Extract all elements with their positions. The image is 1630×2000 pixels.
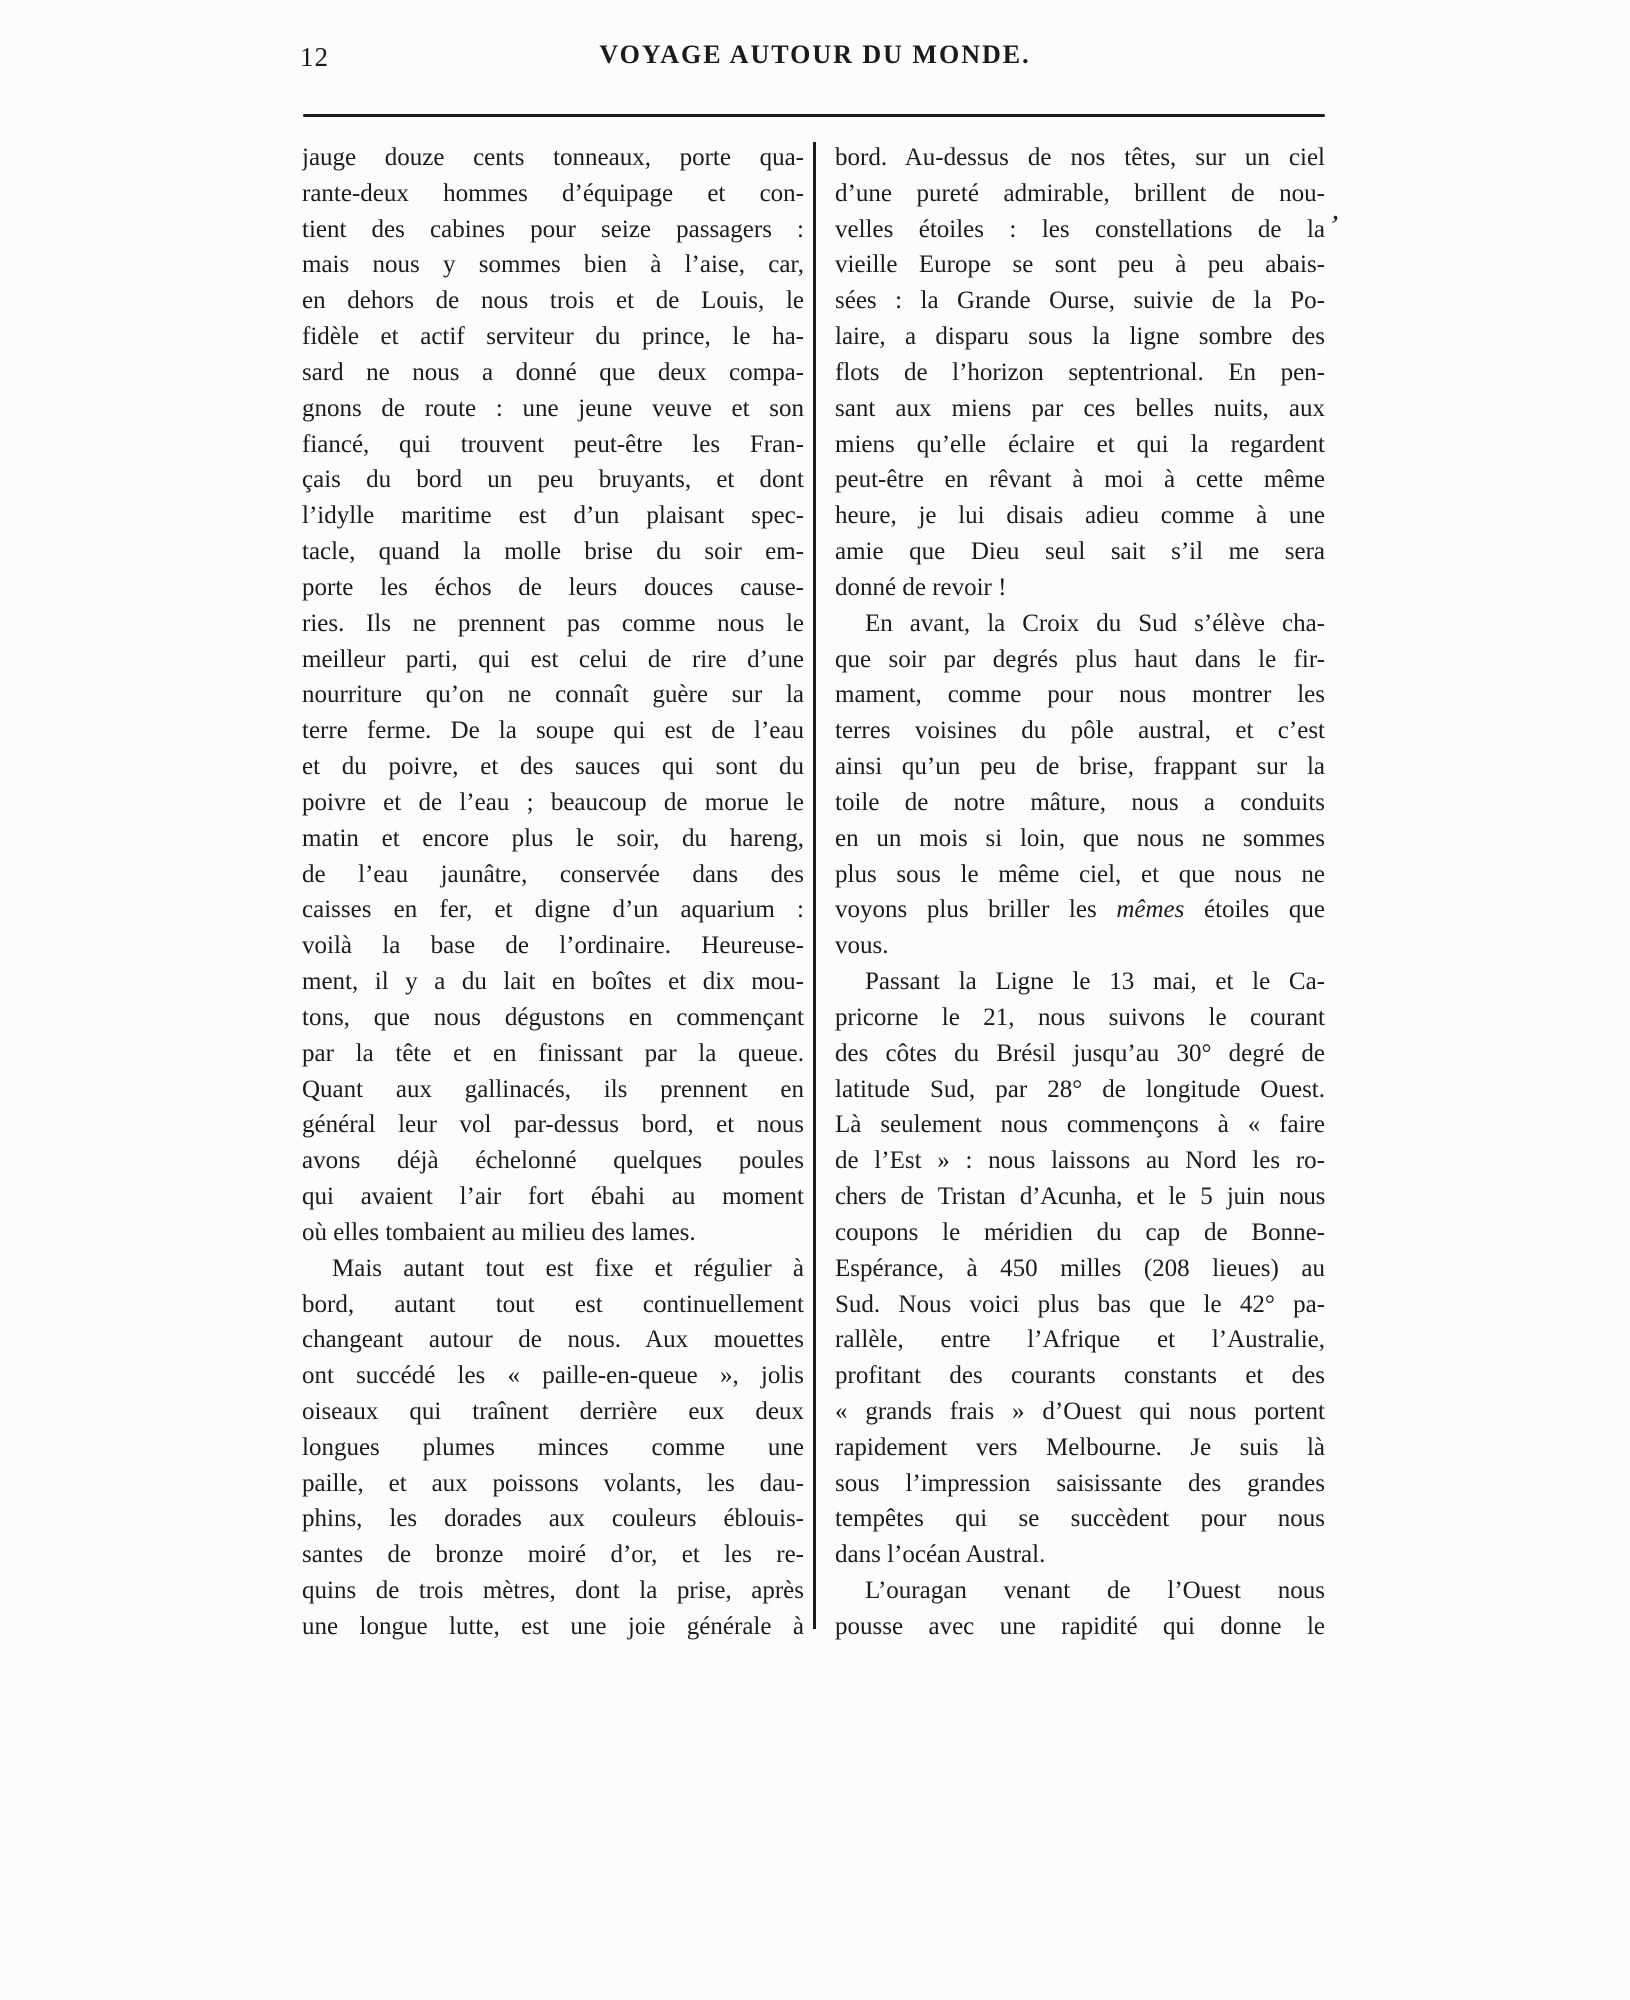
- text-line: meilleur parti, qui est celui de rire d’une: [302, 645, 804, 673]
- text-line: où elles tombaient au milieu des lames.: [302, 1218, 696, 1246]
- text-line: nourriture qu’on ne connaît guère sur la: [302, 681, 804, 709]
- text-line: velles étoiles : les constellations de la: [835, 215, 1325, 243]
- text-line: donné de revoir !: [835, 573, 1007, 601]
- page-number: 12: [300, 42, 329, 72]
- text-line: « grands frais » d’Ouest qui nous portent: [835, 1397, 1325, 1425]
- text-line: vous.: [835, 932, 889, 960]
- text-line: santes de bronze moiré d’or, et les re-: [302, 1541, 804, 1569]
- text-line: jauge douze cents tonneaux, porte qua-: [302, 144, 804, 171]
- text-line: voilà la base de l’ordinaire. Heureuse-: [302, 932, 804, 960]
- text-line: en dehors de nous trois et de Louis, le: [302, 287, 804, 315]
- text-line: mament, comme pour nous montrer les: [835, 681, 1325, 709]
- text-line: changeant autour de nous. Aux mouettes: [302, 1326, 804, 1354]
- text-line: mais nous y sommes bien à l’aise, car,: [302, 251, 804, 279]
- text-line: Quant aux gallinacés, ils prennent en: [302, 1075, 804, 1103]
- text-line: oiseaux qui traînent derrière eux deux: [302, 1397, 804, 1425]
- text-line: tacle, quand la molle brise du soir em-: [302, 538, 804, 566]
- text-line: général leur vol par-dessus bord, et nous: [302, 1111, 804, 1139]
- text-line: porte les échos de leurs douces cause-: [302, 573, 804, 601]
- column-divider: [813, 142, 816, 1629]
- text-line: fiancé, qui trouvent peut-être les Fran-: [302, 430, 804, 458]
- text-line: longues plumes minces comme une: [302, 1433, 804, 1461]
- text-line: par la tête et en finissant par la queue.: [302, 1039, 804, 1067]
- text-line: tempêtes qui se succèdent pour nous: [835, 1505, 1325, 1533]
- text-line: pricorne le 21, nous suivons le courant: [835, 1003, 1325, 1031]
- text-line: Espérance, à 450 milles (208 lieues) au: [835, 1254, 1325, 1282]
- text-line: quins de trois mètres, dont la prise, après: [302, 1577, 804, 1605]
- text-line: matin et encore plus le soir, du hareng,: [302, 824, 804, 852]
- text-line: tient des cabines pour seize passagers :: [302, 215, 804, 243]
- text-line: profitant des courants constants et des: [835, 1362, 1325, 1390]
- text-line: d’une pureté admirable, brillent de nou-: [835, 179, 1325, 207]
- running-title: VOYAGE AUTOUR DU MONDE.: [599, 40, 1031, 69]
- text-line: peut-être en rêvant à moi à cette même: [835, 466, 1325, 494]
- text-line: sées : la Grande Ourse, suivie de la Po-: [835, 287, 1325, 315]
- text-line: ment, il y a du lait en boîtes et dix mou-: [302, 968, 804, 996]
- text-line: phins, les dorades aux couleurs éblouis-: [302, 1505, 804, 1533]
- text-line: latitude Sud, par 28° de longitude Ouest.: [835, 1075, 1325, 1103]
- text-line: vieille Europe se sont peu à peu abais-: [835, 251, 1325, 279]
- text-line: ainsi qu’un peu de brise, frappant sur la: [835, 753, 1325, 781]
- text-line: amie que Dieu seul sait s’il me sera: [835, 538, 1325, 566]
- text-line: pousse avec une rapidité qui donne le: [835, 1612, 1325, 1640]
- text-line: tons, que nous dégustons en commençant: [302, 1003, 804, 1031]
- text-line: fidèle et actif serviteur du prince, le ha-: [302, 323, 804, 351]
- text-line: miens qu’elle éclaire et qui la regardent: [835, 430, 1325, 458]
- text-line: que soir par degrés plus haut dans le fir-: [835, 645, 1325, 673]
- text-line: ries. Ils ne prennent pas comme nous le: [302, 609, 804, 637]
- text-line: en un mois si loin, que nous ne sommes: [835, 824, 1325, 852]
- text-line: poivre et de l’eau ; beaucoup de morue le: [302, 788, 804, 816]
- text-line: Sud. Nous voici plus bas que le 42° pa-: [835, 1290, 1325, 1318]
- text-line: terre ferme. De la soupe qui est de l’eau: [302, 717, 804, 745]
- text-line: L’ouragan venant de l’Ouest nous: [865, 1577, 1325, 1605]
- text-line: sard ne nous a donné que deux compa-: [302, 358, 804, 386]
- text-line: ont succédé les « paille-en-queue », jolis: [302, 1362, 804, 1390]
- text-line: çais du bord un peu bruyants, et dont: [302, 466, 804, 494]
- text-line: dans l’océan Austral.: [835, 1541, 1046, 1569]
- text-line: de l’Est » : nous laissons au Nord les ro-: [835, 1147, 1325, 1175]
- text-line: des côtes du Brésil jusqu’au 30° degré de: [835, 1039, 1325, 1067]
- text-line: et du poivre, et des sauces qui sont du: [302, 753, 804, 781]
- text-line: coupons le méridien du cap de Bonne-: [835, 1218, 1325, 1246]
- text-line: flots de l’horizon septentrional. En pen-: [835, 358, 1325, 386]
- text-line: qui avaient l’air fort ébahi au moment: [302, 1183, 804, 1211]
- text-line: rallèle, entre l’Afrique et l’Australie,: [835, 1326, 1325, 1354]
- text-line: Mais autant tout est fixe et régulier à: [332, 1254, 804, 1282]
- header-rule: [303, 114, 1325, 117]
- text-line: avons déjà échelonné quelques poules: [302, 1147, 804, 1175]
- text-line: rapidement vers Melbourne. Je suis là: [835, 1433, 1325, 1461]
- text-line: voyons plus briller les mêmes étoiles que: [835, 896, 1325, 924]
- text-line: sant aux miens par ces belles nuits, aux: [835, 394, 1325, 422]
- text-line: Là seulement nous commençons à « faire: [835, 1111, 1325, 1139]
- text-line: toile de notre mâture, nous a conduits: [835, 788, 1325, 816]
- text-line: gnons de route : une jeune veuve et son: [302, 394, 804, 422]
- text-line: chers de Tristan d’Acunha, et le 5 juin nous: [835, 1183, 1325, 1211]
- text-line: paille, et aux poissons volants, les dau-: [302, 1469, 804, 1497]
- text-line: heure, je lui disais adieu comme à une: [835, 502, 1325, 530]
- text-line: de l’eau jaunâtre, conservée dans des: [302, 860, 804, 888]
- text-line: plus sous le même ciel, et que nous ne: [835, 860, 1325, 888]
- text-line: rante-deux hommes d’équipage et con-: [302, 179, 804, 207]
- text-line: sous l’impression saisissante des grandes: [835, 1469, 1325, 1497]
- text-line: une longue lutte, est une joie générale à: [302, 1612, 804, 1640]
- left-column-text: [302, 140, 804, 1645]
- text-line: caisses en fer, et digne d’un aquarium :: [302, 896, 804, 924]
- text-line: terres voisines du pôle austral, et c’est: [835, 717, 1325, 745]
- right-column-text: [835, 140, 1325, 1645]
- text-line: bord. Au-dessus de nos têtes, sur un ciel: [835, 144, 1325, 171]
- text-line: l’idylle maritime est d’un plaisant spec-: [302, 502, 804, 530]
- text-line: bord, autant tout est continuellement: [302, 1290, 804, 1318]
- margin-mark: ‚: [1328, 192, 1346, 227]
- text-line: Passant la Ligne le 13 mai, et le Ca-: [865, 968, 1325, 996]
- text-line: laire, a disparu sous la ligne sombre des: [835, 323, 1325, 351]
- text-line: En avant, la Croix du Sud s’élève cha-: [865, 609, 1325, 637]
